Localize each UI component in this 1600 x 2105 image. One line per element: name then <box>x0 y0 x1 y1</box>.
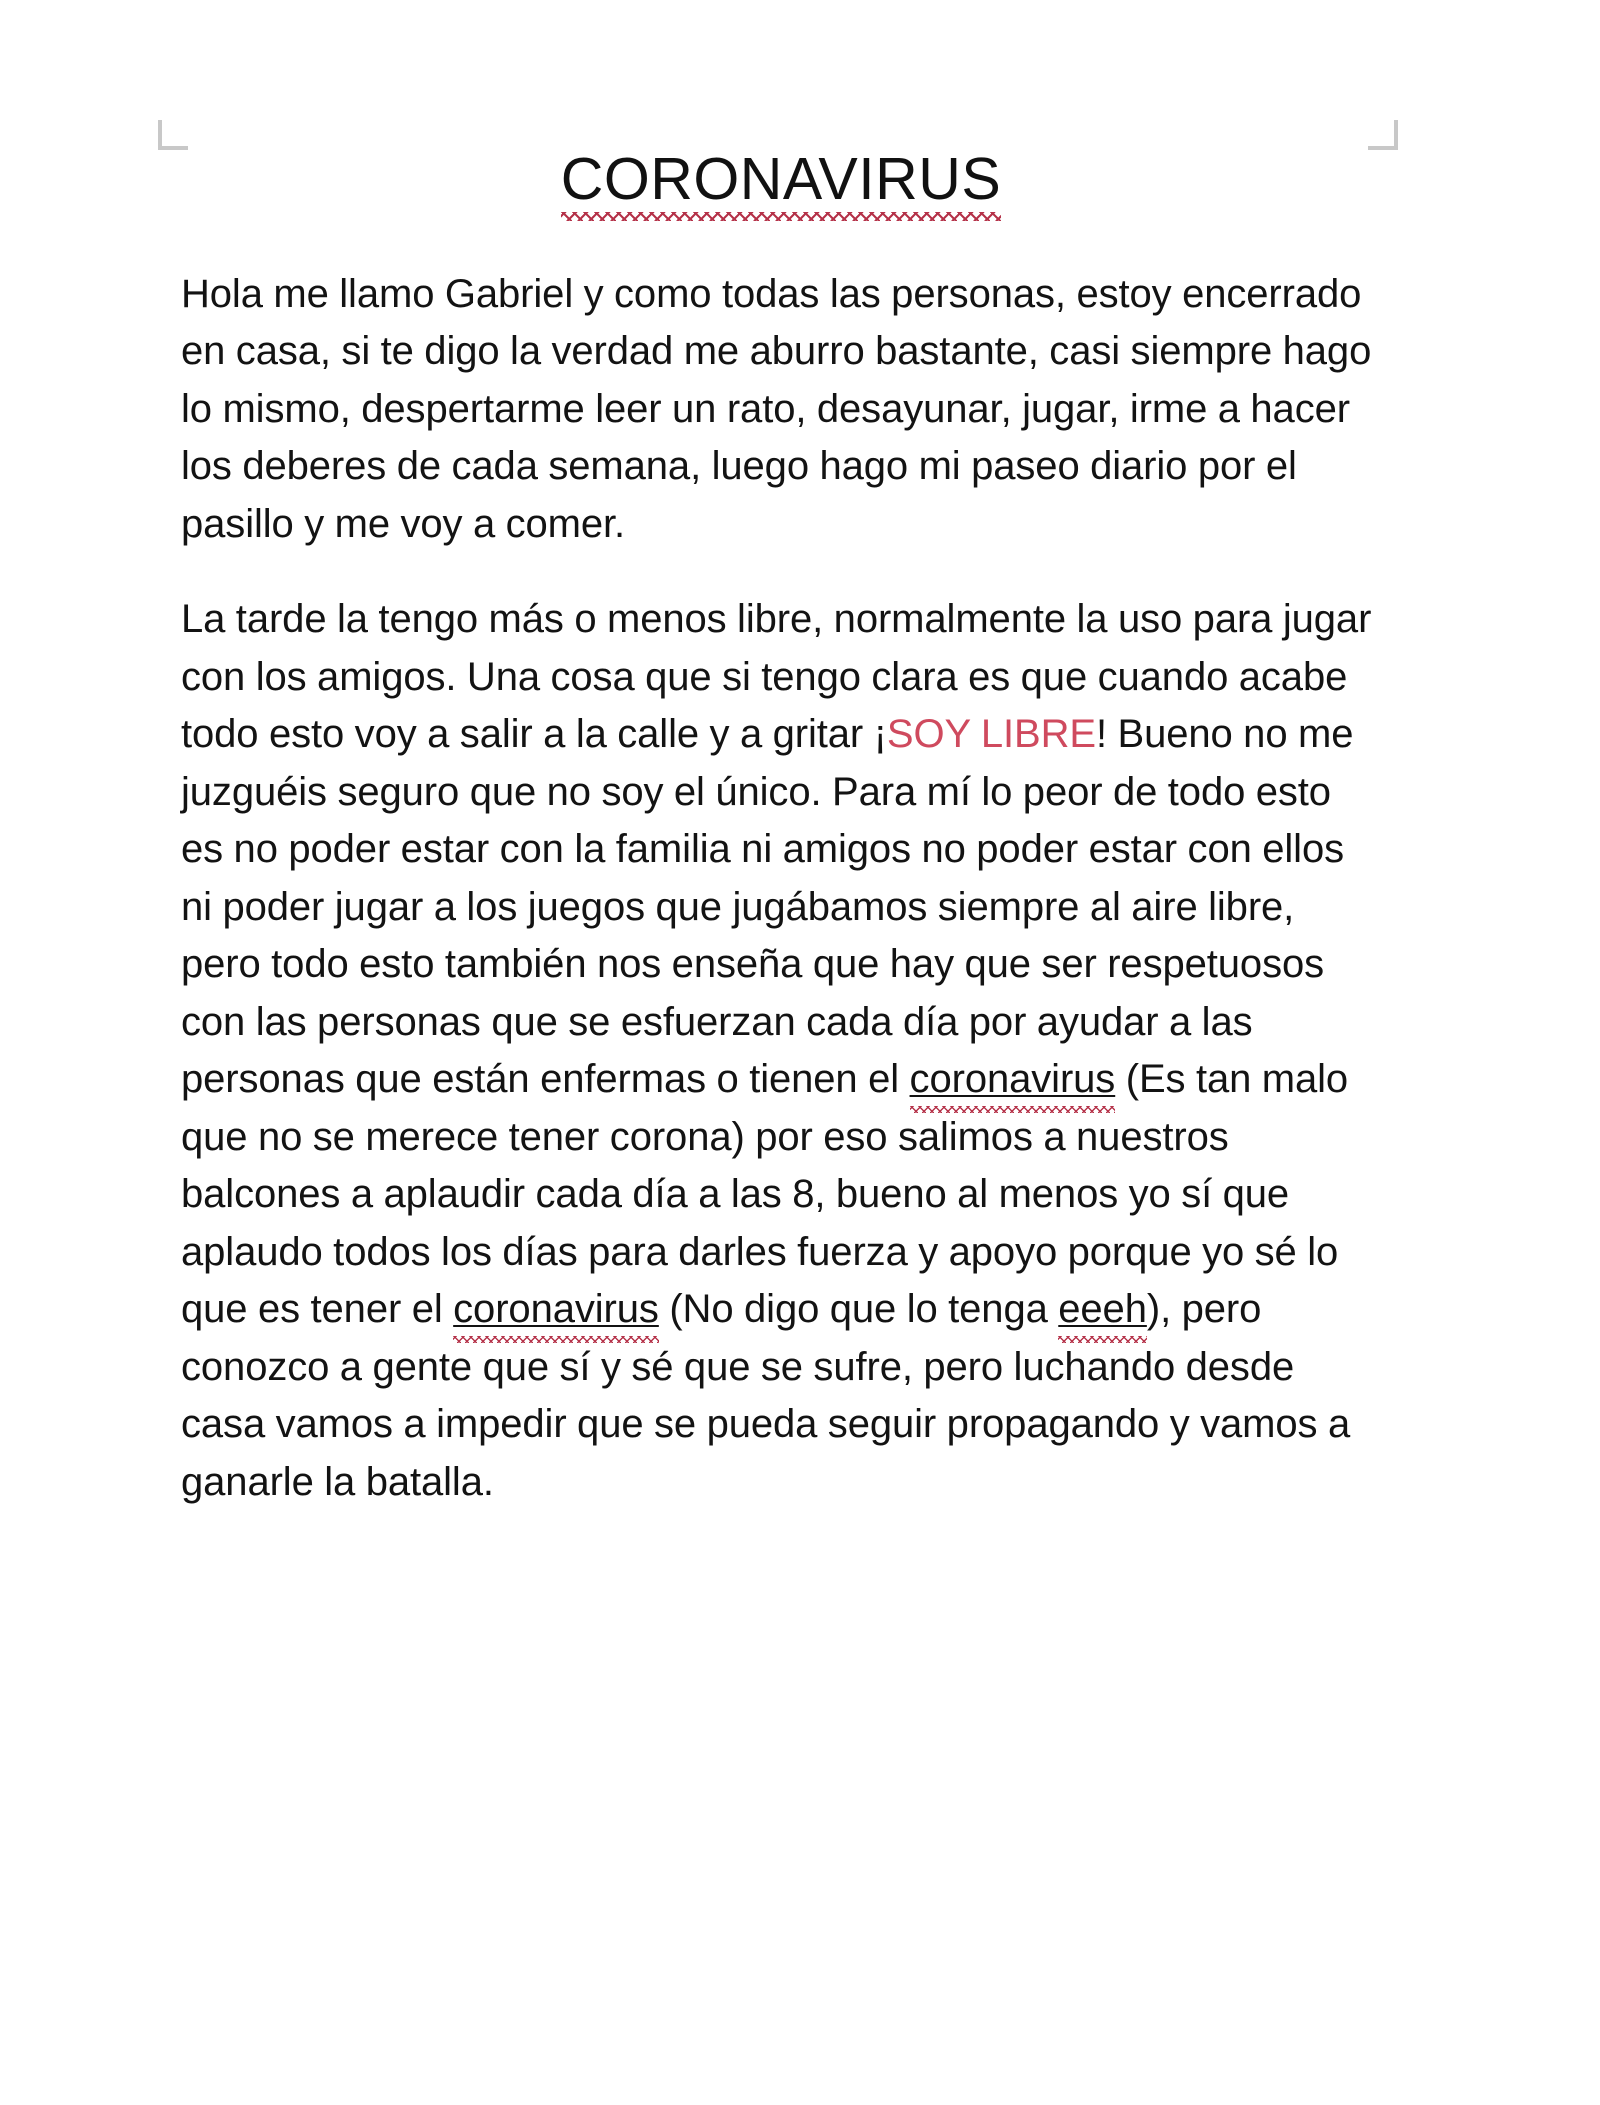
paragraph-2-segment-mid-1: ! Bueno no me juzguéis seguro que no soy el único. Para mí lo peor de todo esto es no poder estar con la familia ni amigos no poder estar con ellos ni poder jugar a los juegos que jugábamos siempre al aire libre, pero todo esto también nos enseña que hay que ser respetuosos con las personas que se esfuerzan cada día por ayudar a las personas que están enfermas o tienen el <box>181 712 1354 1102</box>
soy-libre-highlight: SOY LIBRE <box>886 712 1096 757</box>
paragraph-2-segment-mid-3: (No digo que lo tenga <box>658 1287 1059 1332</box>
misspelled-word-coronavirus-2: coronavirus <box>453 1287 659 1332</box>
paragraph-2-segment-end: ), pero conozco a gente que sí y sé que se sufre, pero luchando desde casa vamos a impedir que se pueda seguir propagando y vamos a ganarle la batalla. <box>181 1287 1351 1504</box>
paragraph-2-segment-intro: La tarde la tengo más o menos libre, normalmente la uso para jugar con los amigos. Una cosa que si tengo clara es que cuando acabe todo esto voy a salir a la calle y a gritar ¡ <box>181 597 1372 757</box>
misspelled-word-coronavirus-1: coronavirus <box>909 1057 1116 1102</box>
document-title-text: CORONAVIRUS <box>560 146 1002 212</box>
document-title <box>181 148 1381 214</box>
margin-corner-mark-top-left <box>158 120 188 150</box>
paragraph-2 <box>181 591 1381 1511</box>
paragraph-1-text: Hola me llamo Gabriel y como todas las personas, estoy encerrado en casa, si te digo la verdad me aburro bastante, casi siempre hago lo mismo, despertarme leer un rato, desayunar, jugar, irme a hacer los deberes de cada semana, luego hago mi paseo diario por el pasillo y me voy a comer. <box>181 271 1372 546</box>
misspelled-word-eeeh: eeeh <box>1058 1287 1147 1332</box>
paragraph-1 <box>181 266 1381 554</box>
margin-corner-mark-top-right <box>1368 120 1398 150</box>
document-body <box>181 148 1381 1511</box>
paragraph-2-segment-mid-2: (Es tan malo que no se merece tener corona) por eso salimos a nuestros balcones a aplaudir cada día a las 8, bueno al menos yo sí que aplaudo todos los días para darles fuerza y apoyo porque yo sé lo que es tener el <box>181 1057 1349 1332</box>
